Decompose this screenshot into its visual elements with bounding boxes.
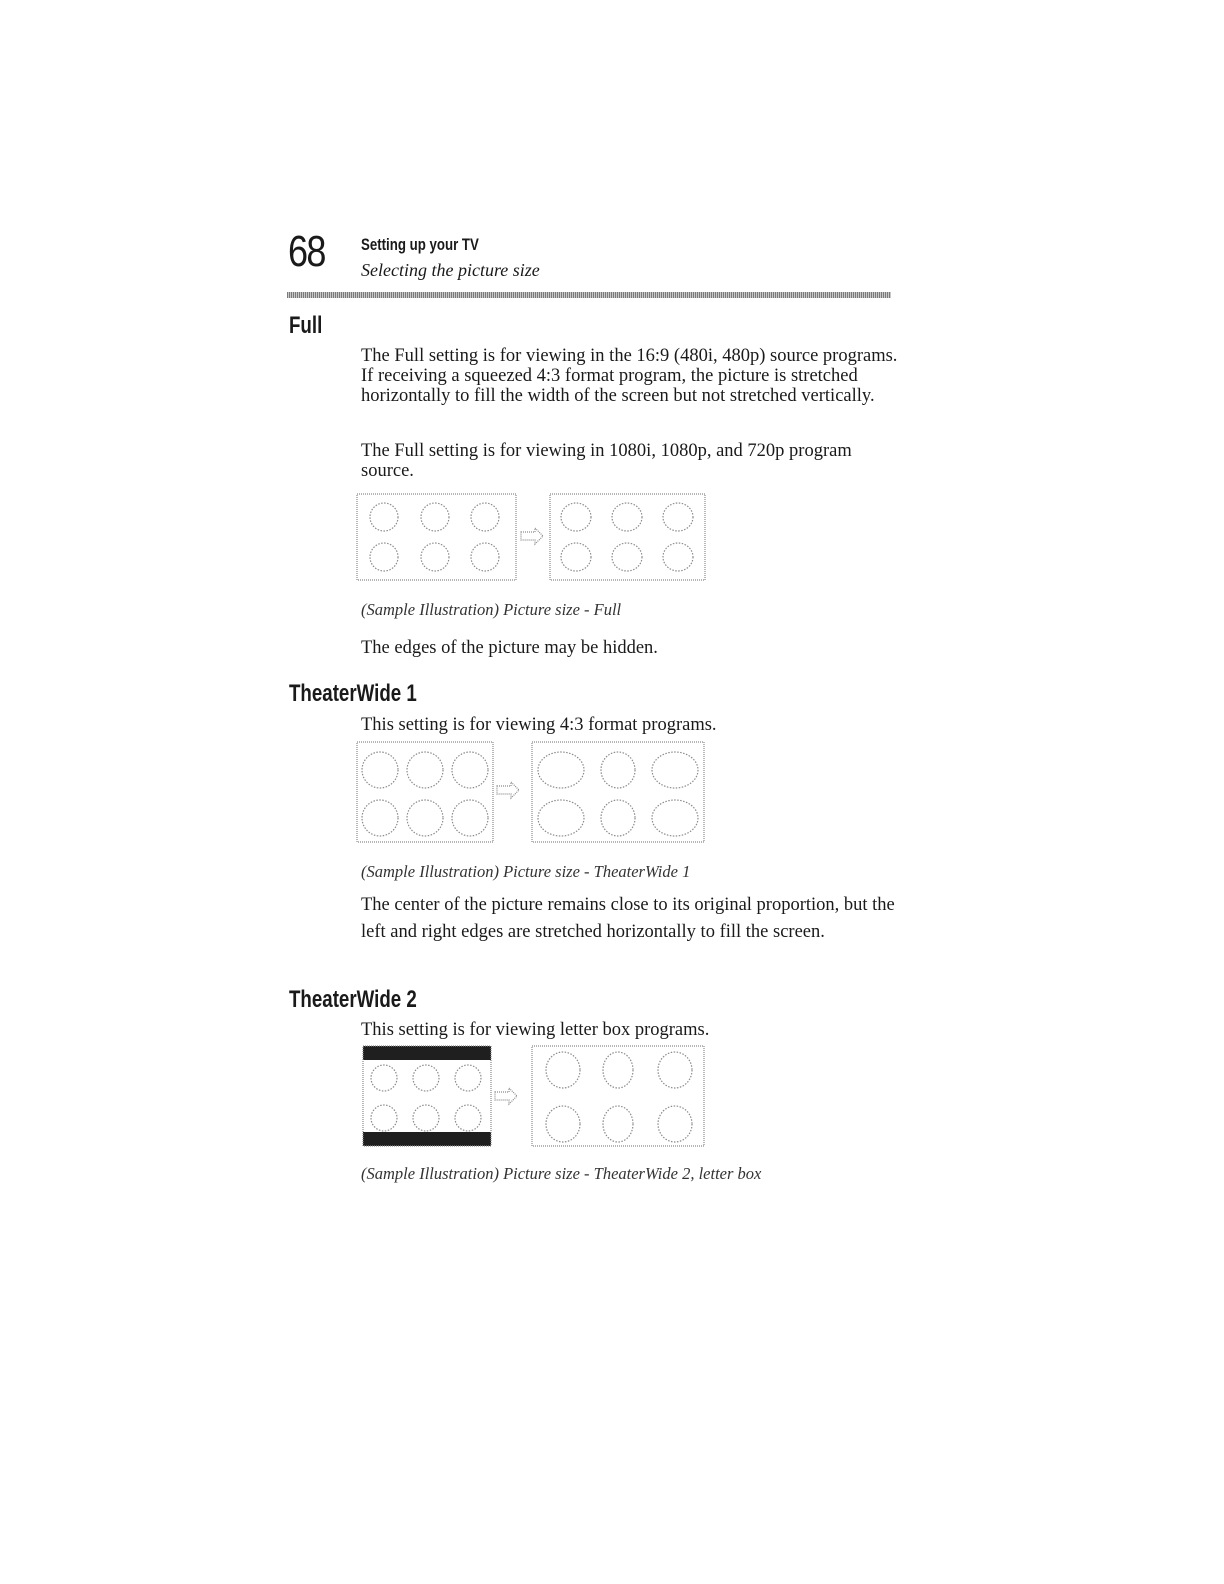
full-note: The edges of the picture may be hidden. — [361, 638, 658, 658]
original-screen — [357, 742, 493, 842]
caption-full: (Sample Illustration) Picture size - Full — [361, 600, 622, 619]
illustration-full — [355, 492, 715, 584]
arrow-icon — [497, 782, 519, 798]
caption-theaterwide-2: (Sample Illustration) Picture size - TheaterWide 2, letter box — [361, 1164, 762, 1183]
full-paragraph-1: The Full setting is for viewing in the 16:9 (480i, 480p) source programs. If receiving a squeezed 4:3 format program, the picture is stretched horizontally to fill the width of the screen but not stretched vertically. — [361, 346, 898, 406]
arrow-icon — [521, 528, 543, 544]
illustration-theaterwide-1 — [355, 740, 715, 848]
heading-theaterwide-1: TheaterWide 1 — [289, 680, 417, 707]
theaterwide2-intro: This setting is for viewing letter box programs. — [361, 1020, 710, 1040]
original-screen — [357, 494, 516, 580]
illustration-theaterwide-2 — [355, 1044, 715, 1148]
chapter-title: Setting up your TV — [361, 235, 479, 254]
theaterwide1-description: The center of the picture remains close to its original proportion, but the left and right edges are stretched horizontally to fill the screen. — [361, 895, 895, 942]
full-screen — [550, 494, 705, 580]
heading-full: Full — [289, 312, 323, 339]
header-rule — [287, 292, 891, 298]
caption-theaterwide-1: (Sample Illustration) Picture size - TheaterWide 1 — [361, 862, 691, 881]
theaterwide-screen — [532, 742, 704, 842]
heading-theaterwide-2: TheaterWide 2 — [289, 986, 417, 1013]
theaterwide1-intro: This setting is for viewing 4:3 format programs. — [361, 715, 717, 735]
theaterwide-screen — [532, 1046, 704, 1146]
section-title: Selecting the picture size — [361, 260, 540, 280]
full-paragraph-2: The Full setting is for viewing in 1080i, 1080p, and 720p program source. — [361, 441, 852, 481]
page-number: 68 — [288, 227, 325, 276]
arrow-icon — [495, 1088, 517, 1104]
